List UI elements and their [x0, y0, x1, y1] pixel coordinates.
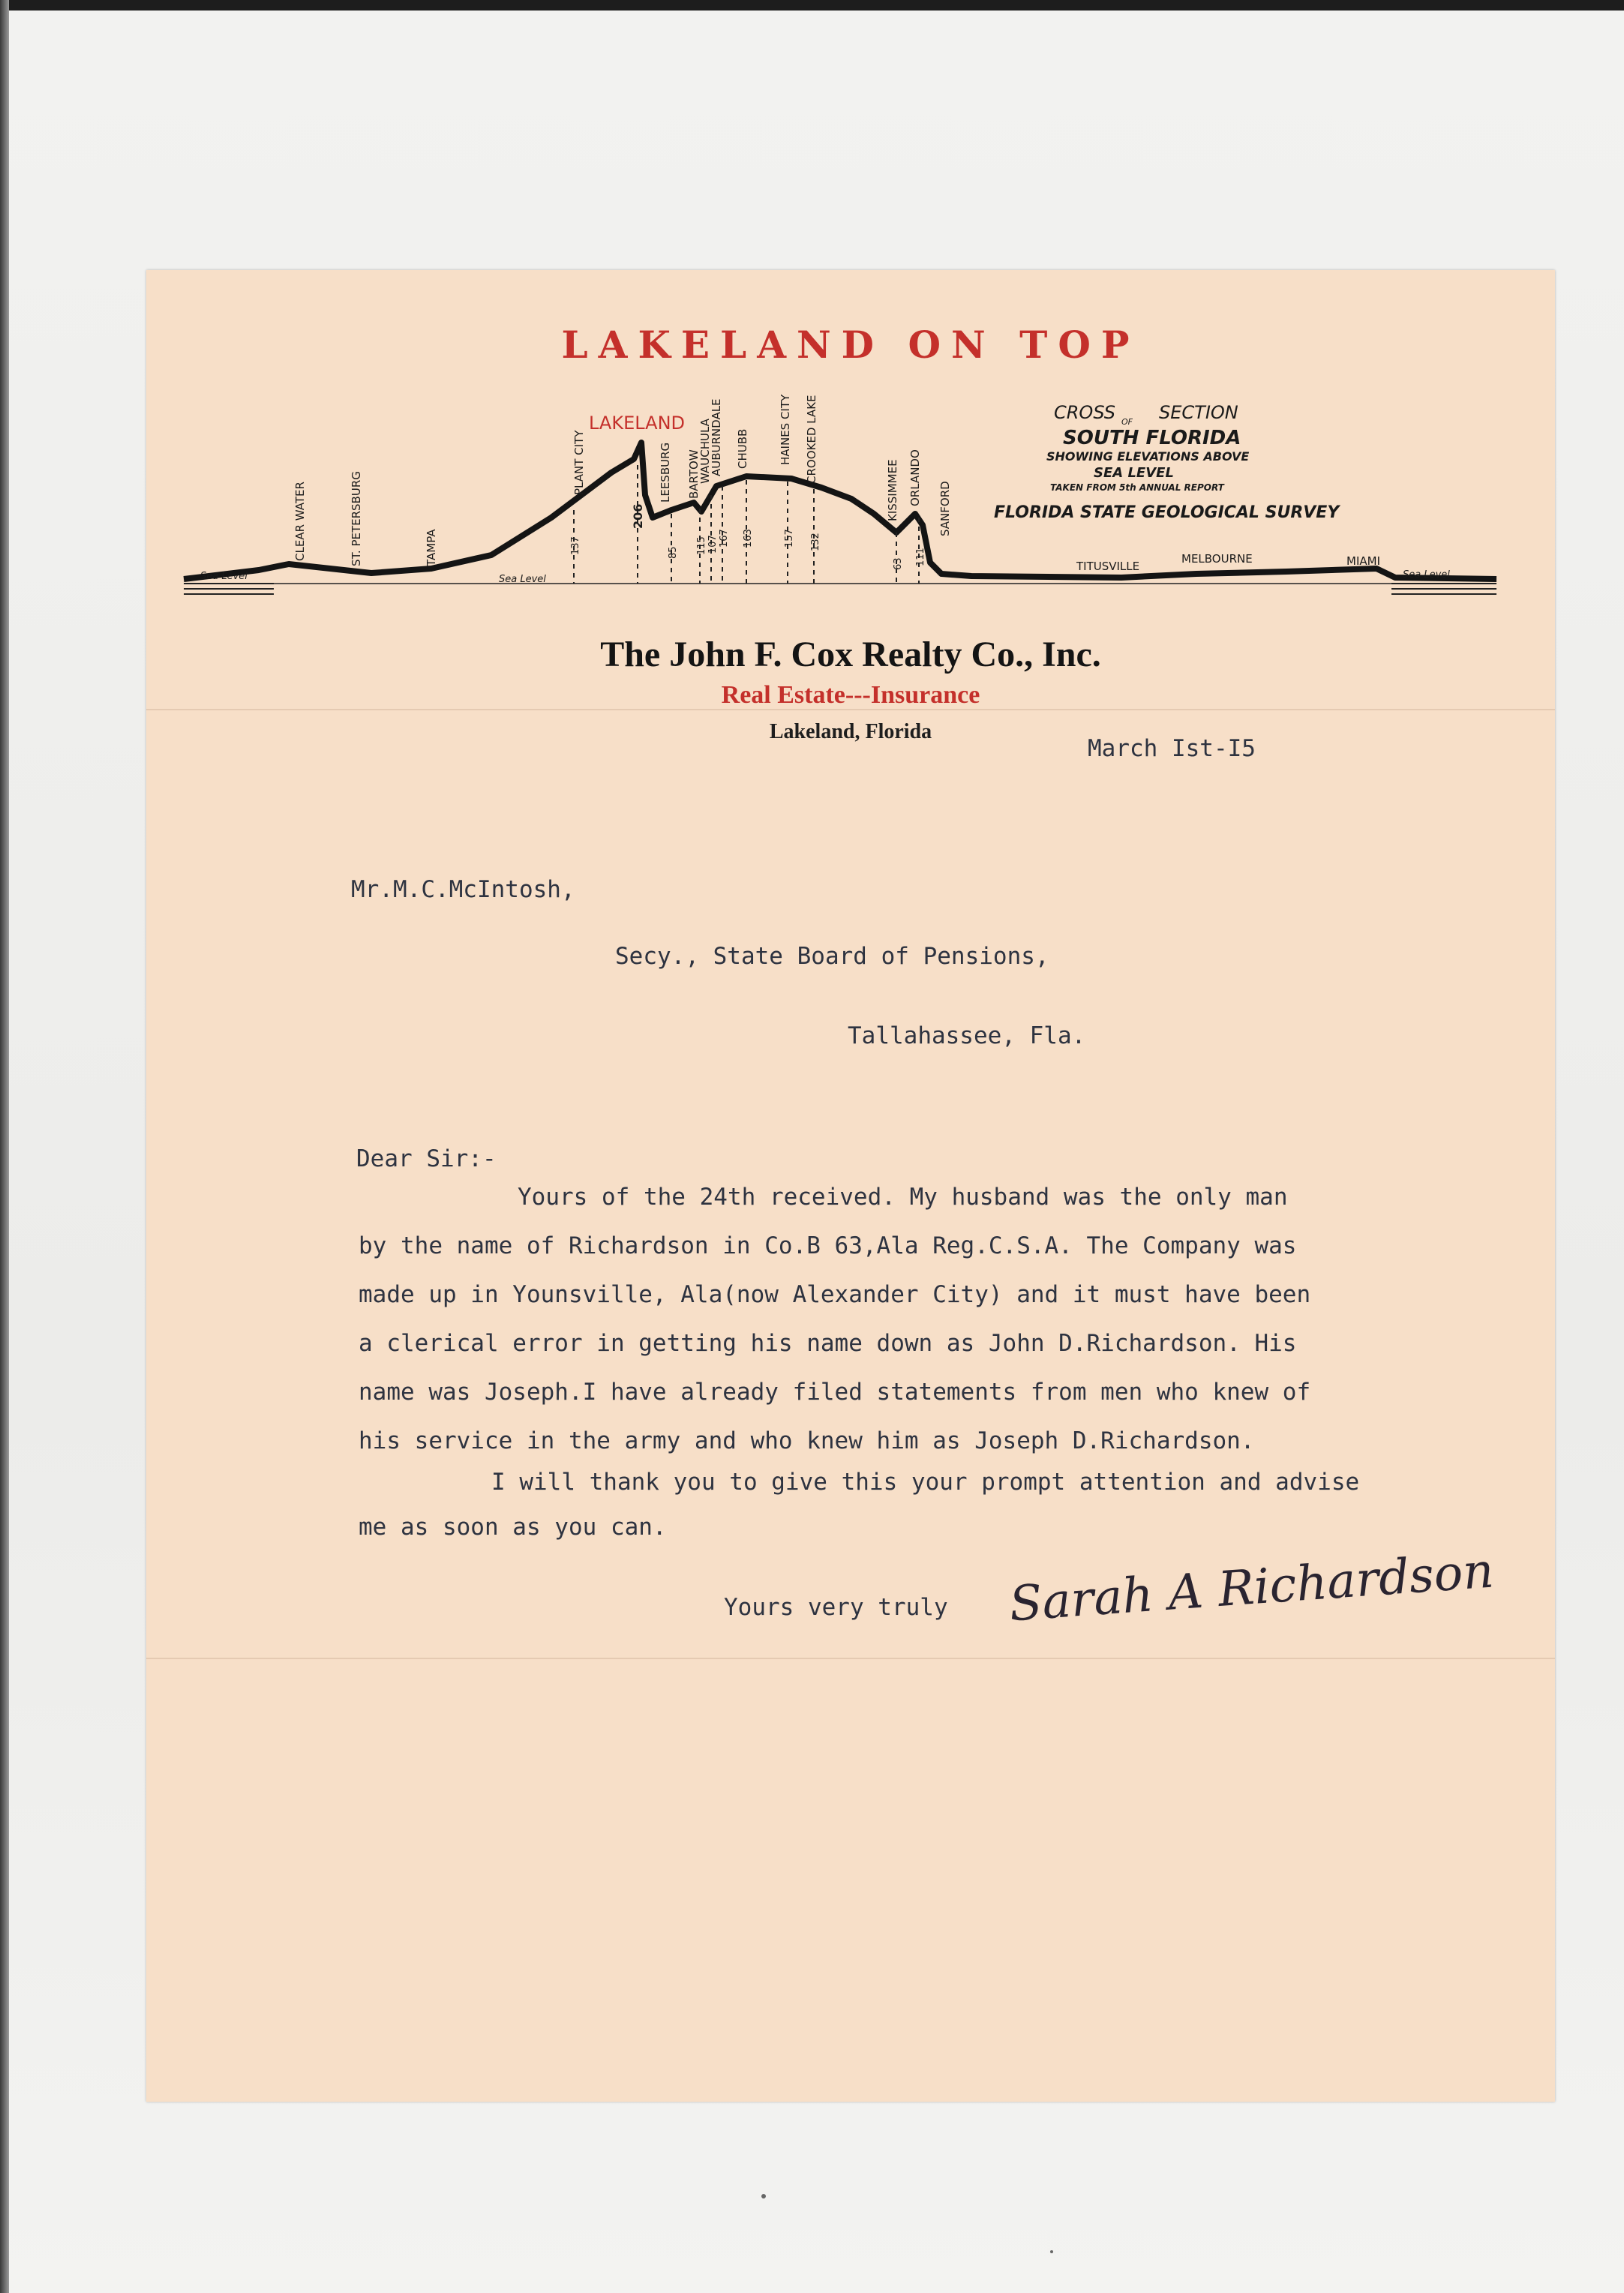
scan-top-edge	[0, 0, 1624, 11]
town-label-melbourne: MELBOURNE	[1181, 552, 1253, 566]
town-label-tampa: TAMPA	[425, 529, 438, 566]
sea-level-label-mid: Sea Level	[499, 574, 546, 585]
sea-level-label-left: Sea Level	[200, 571, 248, 582]
company-location: Lakeland, Florida	[769, 720, 932, 743]
letter-address-line2: Secy., State Board of Pensions,	[615, 943, 1049, 970]
elevation-label-haines-city: 157	[784, 529, 795, 548]
letter-date: March Ist-I5	[1088, 735, 1256, 762]
elevation-label-plant-city: 137	[570, 536, 581, 555]
elevation-label-leesburg: 85	[668, 546, 679, 559]
town-label-plant-city: PLANT CITY	[572, 430, 586, 495]
letterhead-banner: LAKELAND ON TOP	[561, 323, 1140, 367]
letter-body-line: his service in the army and who knew him as Joseph D.Richardson.	[359, 1427, 1255, 1454]
legend-cross: CROSS	[1054, 402, 1115, 423]
elevation-label-orlando: 111	[915, 548, 926, 566]
town-label-st-petersburg: ST. PETERSBURG	[350, 471, 363, 566]
scan-left-edge	[0, 0, 9, 2293]
legend-showing-elevations: SHOWING ELEVATIONS ABOVE	[1046, 449, 1250, 464]
town-label-orlando: ORLANDO	[908, 449, 922, 506]
elevation-label-wauchula: 107	[707, 535, 719, 554]
legend-taken-from: TAKEN FROM 5th ANNUAL REPORT	[1050, 482, 1224, 493]
elevation-label-auburndale: 167	[719, 529, 730, 548]
town-label-leesburg: LEESBURG	[659, 442, 672, 503]
legend-section: SECTION	[1159, 402, 1238, 423]
cross-section-diagram	[146, 270, 1555, 615]
letter-body-line: Yours of the 24th received. My husband was the only man	[518, 1184, 1288, 1211]
legend-state-survey: FLORIDA STATE GEOLOGICAL SURVEY	[994, 503, 1340, 522]
letter-body-line: by the name of Richardson in Co.B 63,Ala Reg.C.S.A. The Company was	[359, 1232, 1297, 1259]
town-label-kissimmee: KISSIMMEE	[886, 459, 899, 521]
letter-closing: Yours very truly	[724, 1594, 948, 1621]
scan-speck	[761, 2194, 766, 2198]
letter-addressee: Mr.M.C.McIntosh,	[351, 876, 575, 903]
legend-south-florida: SOUTH FLORIDA	[1063, 427, 1241, 449]
town-label-haines-city: HAINES CITY	[779, 394, 792, 465]
letter-body-line: name was Joseph.I have already filed statements from men who knew of	[359, 1379, 1311, 1406]
company-name: The John F. Cox Realty Co., Inc.	[600, 635, 1101, 674]
town-label-miami: MIAMI	[1346, 554, 1380, 568]
town-label-crooked-lake: CROOKED LAKE	[805, 395, 818, 484]
paper-fold	[146, 1658, 1555, 1659]
town-label-bartow: BARTOW	[687, 449, 701, 499]
elevation-label-bartow: 115	[696, 536, 707, 555]
letter-paper	[146, 270, 1555, 2102]
town-label-titusville: TITUSVILLE	[1076, 560, 1140, 573]
letter-body-line: made up in Younsville, Ala(now Alexander City) and it must have been	[359, 1281, 1311, 1308]
town-label-clear-water: CLEAR WATER	[293, 482, 307, 561]
town-label-lakeland: LAKELAND	[589, 413, 686, 434]
legend-sea-level: SEA LEVEL	[1094, 465, 1174, 481]
letter-body-line: a clerical error in getting his name down as John D.Richardson. His	[359, 1330, 1297, 1357]
elevation-label-lakeland: 206	[631, 503, 645, 529]
elevation-label-kissimmee: 63	[893, 557, 904, 570]
company-subtitle: Real Estate---Insurance	[721, 681, 980, 709]
handwritten-signature: Sarah A Richardson	[1007, 1543, 1496, 1633]
letter-body-line: me as soon as you can.	[359, 1514, 667, 1541]
scan-speck	[1050, 2250, 1053, 2253]
letter-salutation: Dear Sir:-	[356, 1145, 497, 1172]
letter-address-line3: Tallahassee, Fla.	[848, 1022, 1086, 1049]
town-label-auburndale: AUBURNDALE	[710, 398, 723, 476]
town-label-chubb: CHUBB	[736, 428, 749, 469]
sea-level-label-right: Sea Level	[1403, 569, 1450, 581]
legend-of: OF	[1121, 417, 1133, 427]
elevation-label-crooked-lake: 132	[810, 533, 821, 551]
letter-body-line: I will thank you to give this your prompt attention and advise	[491, 1469, 1360, 1496]
town-label-sanford: SANFORD	[938, 481, 952, 536]
town-label-wauchula: WAUCHULA	[698, 419, 712, 484]
elevation-label-chubb: 163	[743, 529, 754, 548]
